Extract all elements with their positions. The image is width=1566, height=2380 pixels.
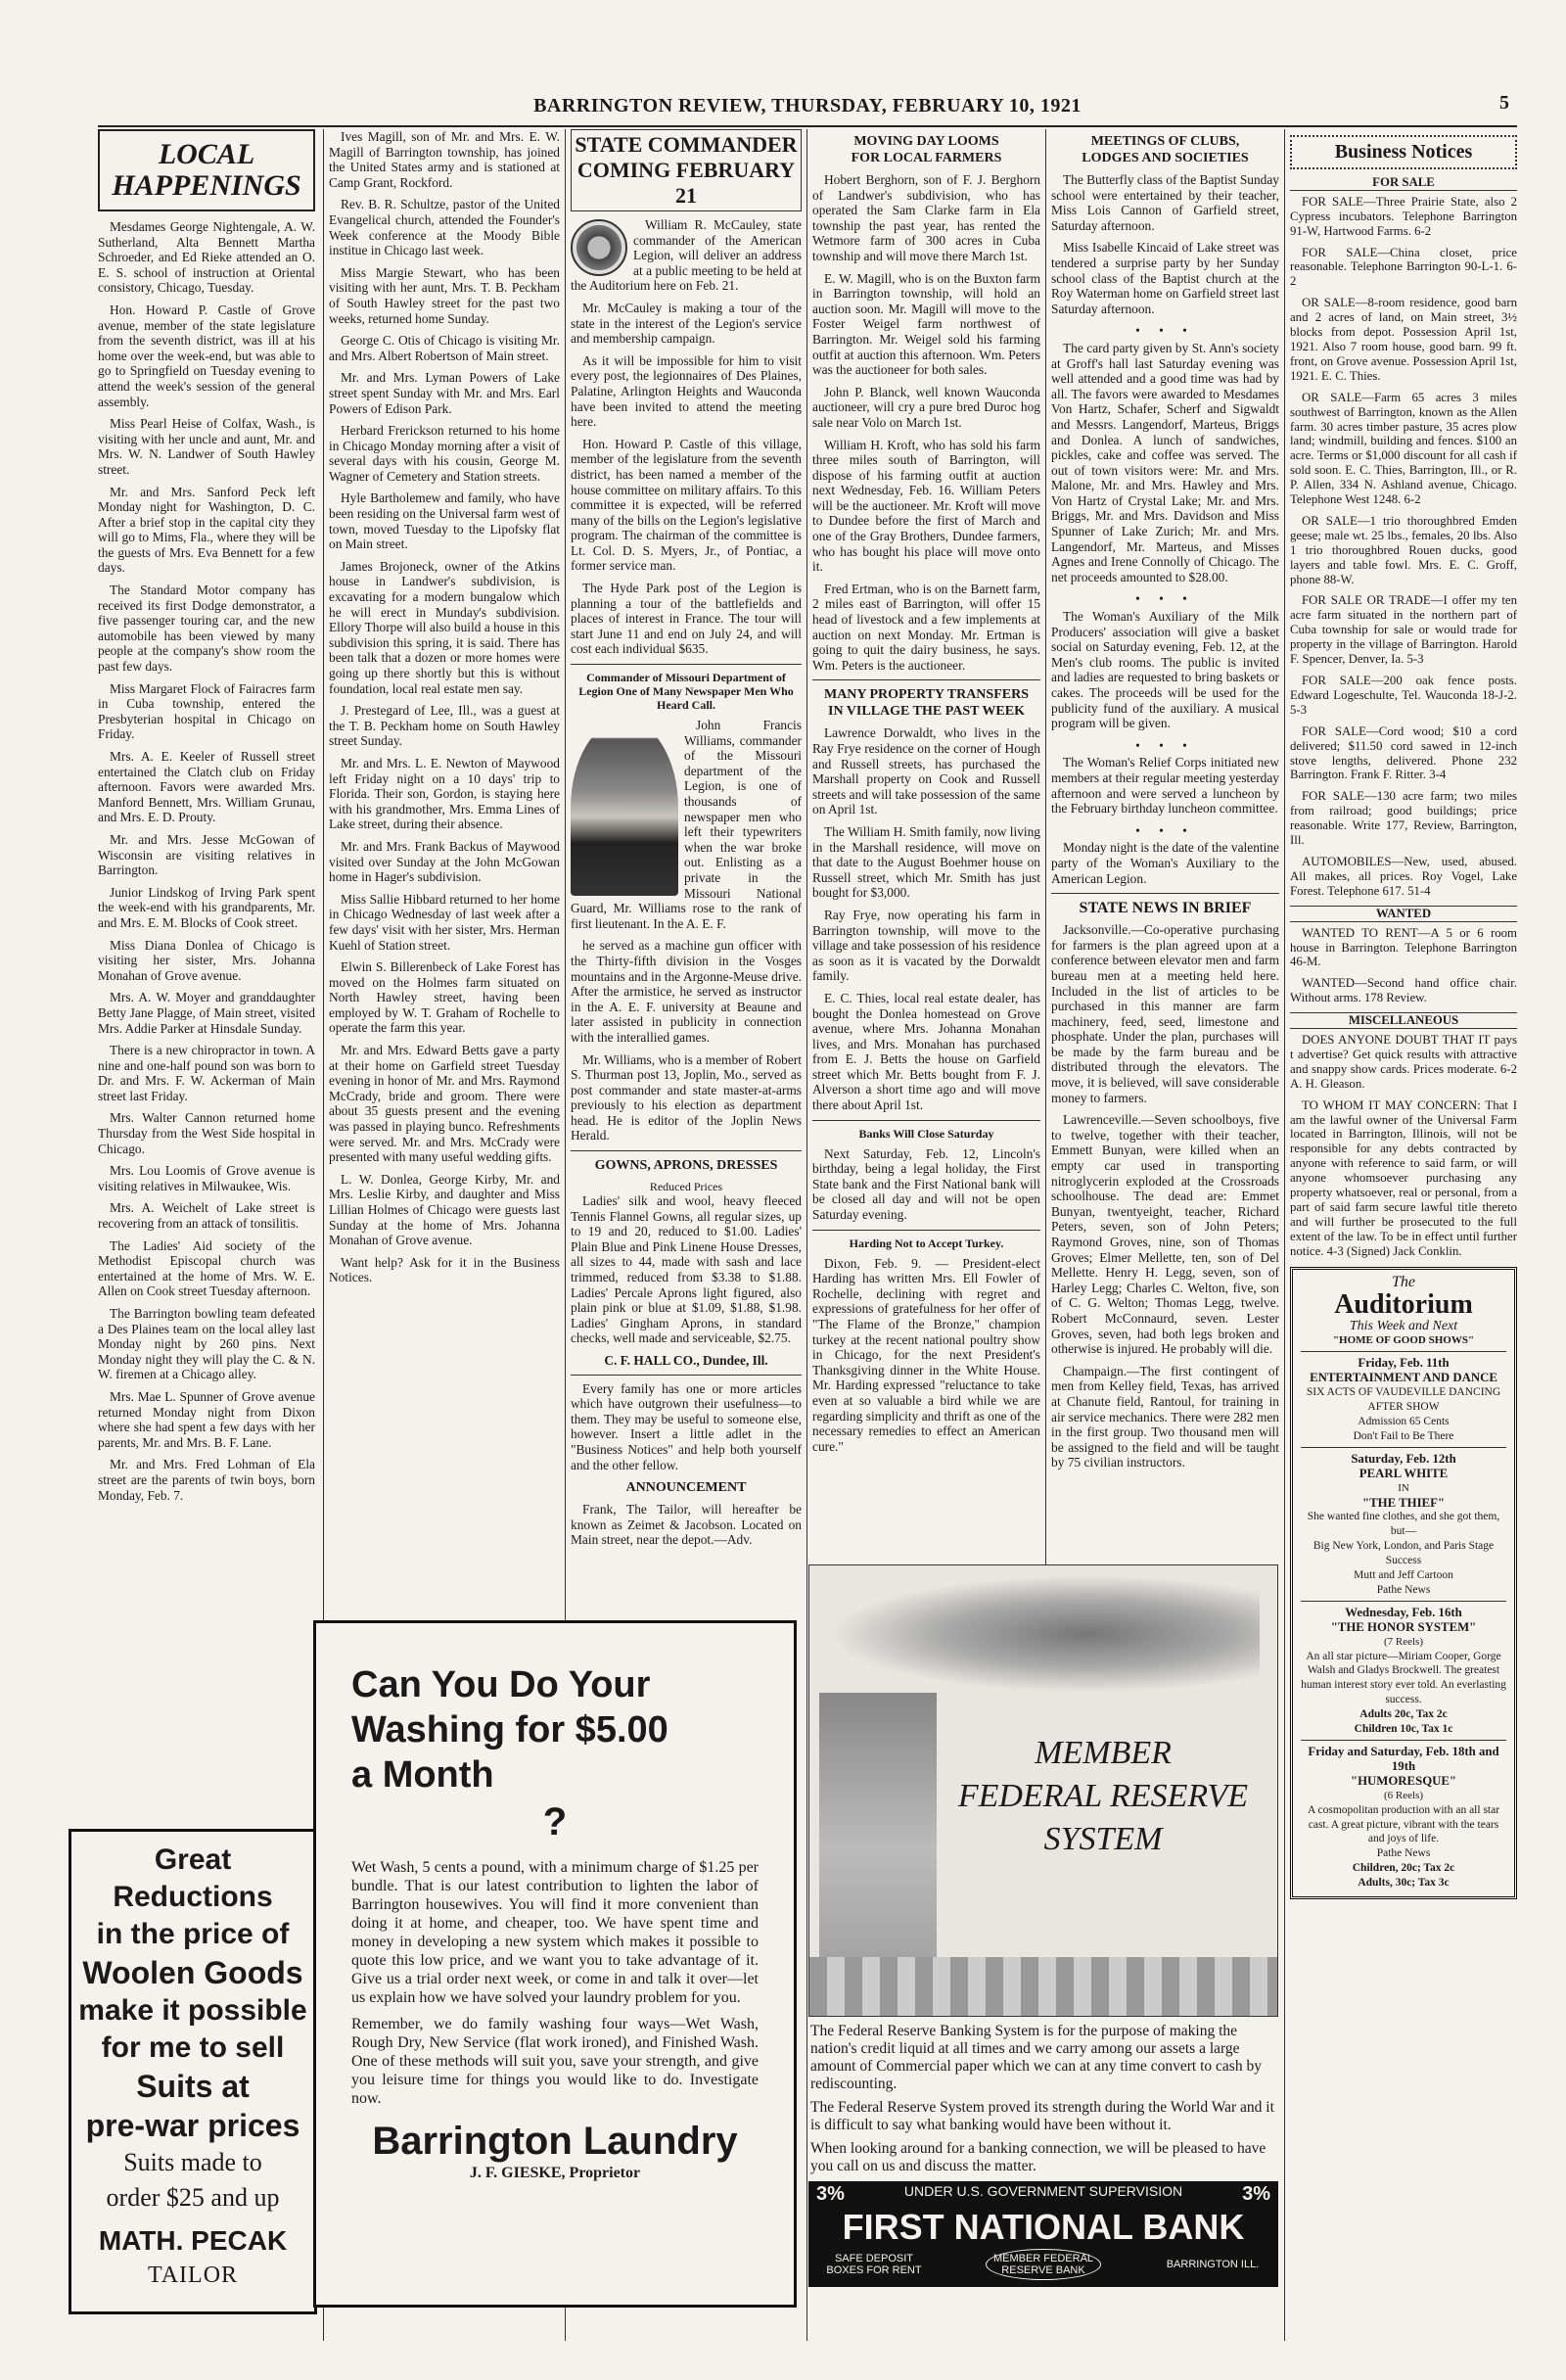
show-desc: A cosmopolitan production with an all star cast. A great picture, vibrant with the tears and joys of life.: [1307, 1803, 1500, 1845]
show-note: Don't Fail to Be There: [1301, 1429, 1506, 1448]
news-item: Mrs. Mae L. Spunner of Grove avenue returned Monday night from Dixon where she had spent a few days with her parents, Mr. and Mrs. B. F. Lane.: [98, 1388, 315, 1450]
news-item: William H. Kroft, who has sold his farm three miles south of Barrington, will dispose of his farming outfit at auction next Wednesday, Feb. 16. William Peters will be the auctioneer. Mr. Kroft will move to Dundee before the first of March and one of the Gray Brothers, Dundee farmers, who has bought his place will move onto it.: [812, 437, 1040, 575]
news-item: Mr. Williams, who is a member of Robert S. Thurman post 13, Joplin, Mo., served as post commander and state master-at-arms previously to his election as department head. He is editor of the Joplin News Herald.: [571, 1051, 802, 1143]
news-item: Champaign.—The first contingent of men from Kelley field, Texas, has arrived at Chanute field, Rantoul, for training in air service mechanics. There were 282 men in the first group. Two thousand men will be assigned to the field and will be taught by 75 civilian instructors.: [1051, 1363, 1279, 1470]
news-item: George C. Otis of Chicago is visiting Mr. and Mrs. Albert Robertson of Main street.: [329, 333, 560, 363]
separator-dots: • • •: [1135, 591, 1195, 607]
safe-deposit-label: SAFE DEPOSIT BOXES FOR RENT: [826, 2253, 922, 2276]
classified-ad: FOR SALE—Three Prairie State, also 2 Cypress incubators. Telephone Barrington 91-W, Hartwood Farms. 6-2: [1290, 194, 1517, 238]
bank-text: The Federal Reserve Banking System is for the purpose of making the nation's credit liquid at all times and we carry among our assets a large amount of Commercial paper which we can at any time convert to cash by rediscounting.: [810, 2023, 1262, 2092]
aud-slogan: "HOME OF GOOD SHOWS": [1301, 1333, 1506, 1352]
news-item: Mr. and Mrs. Frank Backus of Maywood visited over Sunday at the John McGowan home in Hager's subdivision.: [329, 838, 560, 885]
news-item: The Woman's Auxiliary of the Milk Producers' association will give a basket social on Saturday evening, Feb. 12, at the Men's club rooms. The public is invited and ladies are requested to bring baskets or cakes. The proceeds will be used for the publicity fund of the auxiliary. A musical program will be given.: [1051, 609, 1279, 731]
news-item: The Woman's Relief Corps initiated new members at their regular meeting yesterday afternoon and were served a luncheon by the February birthday luncheon committee.: [1051, 755, 1279, 817]
news-item: Mr. and Mrs. L. E. Newton of Maywood left Friday night on a 10 days' trip to Florida. Their son, Gordon, is staying here with his grandmother, Mrs. Emma Lines of Lake street, during their absence.: [329, 755, 560, 832]
column-two: [329, 129, 560, 1612]
portrait-image: [571, 720, 678, 896]
announcement-text: Frank, The Tailor, will hereafter be known as Zeimet & Jacobson. Located on Main street, near the depot.—Adv.: [571, 1502, 802, 1548]
ad-title-line: a Month: [351, 1754, 494, 1796]
page-number: 5: [1499, 92, 1509, 114]
column-rule: [806, 129, 807, 2341]
news-item: Miss Margaret Flock of Fairacres farm in Cuba township, entered the Presbyterian hospital in Chicago on Friday.: [98, 680, 315, 742]
news-item: Miss Diana Donlea of Chicago is visiting her sister, Mrs. Johanna Monahan of Grove avenue.: [98, 937, 315, 983]
caption-line: SYSTEM: [1043, 1821, 1163, 1857]
news-item: Hobert Berghorn, son of F. J. Berghorn of Landwer's subdivision, who has operated the Sam Clarke farm in Ela township the past year, has rented the Wetmore farm of 300 acres in Cuba township and will move there March 1st.: [812, 172, 1040, 263]
show-desc: An all star picture—Miriam Cooper, Gorge Walsh and Gladys Brockwell. The greatest human interest story ever told. An everlasting success.: [1301, 1650, 1506, 1706]
classified-ad: OR SALE—1 trio thoroughbred Emden geese; male wt. 25 lbs., females, 20 lbs. Also 1 trio thoroughbred Rouen ducks, good layers and table fowl. Mrs. E. C. Groff, phone 88-W.: [1290, 513, 1517, 586]
classified-ad: TO WHOM IT MAY CONCERN: That I am the lawful owner of the Universal Farm located in Barrington, Illinois, will not be responsible for any debts contracted by anyone with reference to said farm, or will anyone whomsoever purchasing any property whatsoever, real or personal, from a part of said farm secure lawful title thereto and will further be prosecuted to the full extent of the law. To be in effect until further notice. 4-3 (Signed) Jack Conklin.: [1290, 1097, 1517, 1258]
separator-dots: • • •: [1135, 323, 1195, 339]
show-price: Children, 20c; Tax 2c: [1352, 1862, 1455, 1875]
column-business-notices: [1290, 129, 1517, 2322]
gowns-headline: GOWNS, APRONS, DRESSES: [594, 1158, 778, 1174]
wanted-header: WANTED: [1290, 906, 1517, 922]
show-reels: (7 Reels): [1383, 1635, 1423, 1648]
news-item: Lawrenceville.—Seven schoolboys, five to twelve, together with their teacher, Emmett Bunyan, were killed when an empty car used in transporting nitroglycerin exploded at the Crossroads schoolhouse. The dead are: Emmet Bunyan, twentyeight, teacher, Richard Peters, seven, son of John Peters; Raymond Groves, nine, son of Thomas Groves; Elmer Mellette, ten, son of Del Mellette. Henry H. Legg, seven, son of Harley Legg; Charles C. Welton, five, son of C. G. Welton; Thomas Legg, twelve. Robert McConnaurd, seven. Lester Groves, seven, had both legs broken and otherwise is injured. He probably will die.: [1051, 1112, 1279, 1357]
section-headline: [1051, 133, 1279, 166]
supervision-row: [808, 2181, 1278, 2208]
news-item: Mr. and Mrs. Sanford Peck left Monday night for Washington, D. C. After a brief stop in the capital city they will go to Mims, Fla., where they will be the guests of Mrs. Eva Bennett for a few days.: [98, 484, 315, 576]
headline-line: COMING FEBRUARY 21: [576, 158, 796, 208]
news-item: E. C. Thies, local real estate dealer, has bought the Donlea homestead on Grove avenue, where Mrs. Johanna Monahan lives, and Mrs. Monahan has purchased from E. J. Betts the house on Garfield street which Mr. Betts bought from F. J. Alverson a short time ago and will move there about April 1st.: [812, 990, 1040, 1113]
family-text: Every family has one or more articles which have outgrown their usefulness—to them. They may be useful to someone else, however. Insert a little adlet in the "Business Notices" and help both yourself and the other fellow.: [571, 1380, 802, 1472]
state-commander-headline: [571, 129, 802, 211]
news-item: Junior Lindskog of Irving Park spent the week-end with his grandparents, Mr. and Mrs. E. M. Blocks of Cook street.: [98, 884, 315, 930]
news-item: Mr. and Mrs. Fred Lohman of Ela street are the parents of twin boys, born Monday, Feb. 7.: [98, 1457, 315, 1503]
news-item: Mr. and Mrs. Edward Betts gave a party at their home on Garfield street Tuesday evening in honor of Mr. and Mrs. Raymond McCrady, bride and groom. There were about 35 guests present and the evening was passed in playing bunco. Refreshments were served. Mr. and Mrs. McCrady were presented with many useful wedding gifts.: [329, 1043, 560, 1165]
show-reels: (6 Reels): [1383, 1789, 1423, 1801]
headline-line: STATE COMMANDER: [575, 132, 798, 157]
masthead-title: BARRINGTON REVIEW, THURSDAY, FEBRUARY 10, 1921: [533, 94, 1082, 117]
divider: [812, 679, 1040, 680]
ad-line: order $25 and up: [106, 2183, 280, 2212]
news-item: Mr. McCauley is making a tour of the state in the interest of the Legion's service and membership campaign.: [571, 300, 802, 347]
headline-line: LODGES AND SOCIETIES: [1082, 151, 1249, 165]
classified-ad: FOR SALE—China closet, price reasonable. Telephone Barrington 90-L-1. 6-2: [1290, 245, 1517, 289]
divider: [571, 664, 802, 665]
news-item: The card party given by St. Ann's society at Groff's hall last Saturday evening was well attended and a good time was had by all. The favors were awarded to Mesdames Von Hartz, Schafer, Scherf and Sigwaldt and Messrs. Langendorf, Marteus, Briggs and Donlea. A lunch of sandwiches, pickles, cake and coffee was served. The out of town visitors were: Mr. and Mrs. Malone, Mr. and Mrs. Hawley and Mrs. Von Hartz of Crystal Lake; Mr. and Mrs. Briggs, Mr. and Mrs. Davidson and Miss Spunner of Lake Zurich; Mr. and Mrs. Langendorf, Mr. Marteus, and Misses Agnes and Irene Connolly of Chicago. The net proceeds amounted to $28.00.: [1051, 340, 1279, 584]
misc-header: MISCELLANEOUS: [1290, 1012, 1517, 1029]
federal-reserve-illustration: [808, 1564, 1278, 2017]
news-item: Miss Margie Stewart, who has been visiting with her aunt, Mrs. T. B. Peckham of South Hawley street for the past two weeks, returned home Sunday.: [329, 264, 560, 326]
auditorium-ad: [1290, 1267, 1517, 1899]
ad-title-line: Can You Do Your: [351, 1664, 651, 1705]
ad-line: Woolen Goods: [82, 1955, 303, 1990]
federal-reserve-caption: [956, 1732, 1250, 1861]
gowns-subhead: Reduced Prices: [649, 1180, 723, 1194]
interest-rate: 3%: [816, 2183, 845, 2205]
aud-name: Auditorium: [1334, 1288, 1473, 1320]
show-in: IN: [1398, 1481, 1409, 1494]
ad-line: pre-war prices: [85, 2108, 300, 2143]
news-item: Lawrence Dorwaldt, who lives in the Ray Frye residence on the corner of Hough and Russell streets, has purchased the Marshall property on Cook and Russell streets and will take possession of the same on April 1st.: [812, 725, 1040, 817]
news-item: The Hyde Park post of the Legion is planning a tour of the battlefields and places of interest in France. The tour will start June 11 and end on July 24, and will cost each individual $635.: [571, 581, 802, 657]
news-item: Herbard Frerickson returned to his home in Chicago Monday morning after a visit of several days with his cousin, George M. Wagner of Cemetery and Station streets.: [329, 423, 560, 484]
for-sale-header: FOR SALE: [1290, 175, 1517, 191]
separator-dots: • • •: [1135, 822, 1195, 838]
ad-line: Suits at: [136, 2069, 250, 2104]
classified-ad: WANTED—Second hand office chair. Without arms. 178 Review.: [1290, 976, 1517, 1005]
interest-rate: 3%: [1242, 2183, 1270, 2205]
news-item: E. W. Magill, who is on the Buxton farm in Barrington township, will hold an auction soon. Mr. Magill will move to the Foster Weigel farm northwest of Barrington. Mr. Weigel sold his farming outfit at auction this afternoon. Wm. Peters was the auctioneer for both sales.: [812, 270, 1040, 378]
sub-headline: Commander of Missouri Department of Legion One of Many Newspaper Men Who Heard Call.: [578, 671, 794, 713]
news-item: James Brojoneck, owner of the Atkins house in Landwer's subdivision, is excavating for a modern bungalow which he will erect in Munday's subdivision. Ellory Thorpe will also build a house in this subdivision this spring, it is said. There has been talk that a dozen or more homes were going up there shortly but this is without foundation, local real estate men say.: [329, 558, 560, 696]
banks-text: Next Saturday, Feb. 12, Lincoln's birthday, being a legal holiday, the First State bank and the First National bank will be closed all day and will not be open Saturday evening.: [812, 1145, 1040, 1223]
news-item: The Barrington bowling team defeated a Des Plaines team on the local alley last Monday night by 260 pins. Next Monday night they will play the C. & N. W. firemen at a Chicago alley.: [98, 1306, 315, 1382]
state-news-headline: STATE NEWS IN BRIEF: [1079, 900, 1252, 917]
news-item: Hyle Bartholemew and family, who have been residing on the Universal farm west of town, moved Tuesday to the Lipofsky flat on Main street.: [329, 490, 560, 552]
ad-line: Suits made to: [123, 2148, 262, 2176]
news-item: Mr. and Mrs. Lyman Powers of Lake street spent Sunday with Mr. and Mrs. Earl Powers of Edison Park.: [329, 370, 560, 416]
coins-illustration: [809, 1957, 1277, 2016]
federal-reserve-seal: MEMBER FEDERAL RESERVE BANK: [986, 2249, 1101, 2280]
show-title: "THE THIEF": [1361, 1495, 1446, 1510]
news-item: Miss Pearl Heise of Colfax, Wash., is visiting with her uncle and aunt, Mr. and Mrs. W. N. Landwer of South Hawley street.: [98, 416, 315, 477]
news-item: Monday night is the date of the valentine party of the Woman's Auxiliary to the American Legion.: [1051, 840, 1279, 886]
headline-line: MOVING DAY LOOMS: [853, 134, 999, 149]
show-title: "HUMORESQUE": [1350, 1773, 1457, 1788]
question-mark: ?: [542, 1800, 568, 1843]
classified-ad: WANTED TO RENT—A 5 or 6 room house in Barrington. Telephone Barrington 46-M.: [1290, 925, 1517, 969]
column-four: [812, 129, 1040, 1559]
ad-line: for me to sell: [101, 2031, 285, 2064]
news-item: L. W. Donlea, George Kirby, Mr. and Mrs. Leslie Kirby, and daughter and Miss Lillian Holmes of Chicago were guests last Sunday at the home of Mrs. Johanna Monahan of Grove avenue.: [329, 1171, 560, 1248]
column-three: [571, 129, 802, 1612]
classified-ad: AUTOMOBILES—New, used, abused. All makes, all prices. Roy Vogel, Lake Forest. Telephone 617. 51-4: [1290, 854, 1517, 898]
ad-body: Remember, we do family washing four ways—Wet Wash, Rough Dry, New Service (flat work ironed), and Finished Wash. One of these methods will suit you, save your strength, and give you leisure time for things you would like to do. Investigate now.: [351, 2016, 759, 2107]
show-desc: SIX ACTS OF VAUDEVILLE DANCING AFTER SHOW: [1306, 1386, 1501, 1414]
news-item: The Standard Motor company has received its first Dodge demonstrator, a five passenger touring car, and the new automobile has been viewed by many people at the company's show room the past few days.: [98, 583, 315, 675]
masthead: [98, 86, 1517, 127]
legion-emblem-icon: [571, 219, 627, 276]
laundry-name: Barrington Laundry: [372, 2120, 738, 2163]
laundry-ad: [313, 1620, 797, 2308]
headline-line: IN VILLAGE THE PAST WEEK: [828, 704, 1025, 720]
aud-the: The: [1392, 1273, 1415, 1290]
headline-line: MEETINGS OF CLUBS,: [1090, 134, 1240, 149]
news-item: Miss Isabelle Kincaid of Lake street was tendered a surprise party by her Sunday school class of the Baptist church at the Roy Waterman home on Garfield street last Saturday afternoon.: [1051, 240, 1279, 316]
news-item: The Ladies' Aid society of the Methodist Episcopal church was entertained at the home of Mrs. W. E. Allen on Cook street Tuesday afternoon.: [98, 1237, 315, 1299]
bank-text: When looking around for a banking connection, we will be pleased to have you call on us and discuss the matter.: [810, 2140, 1267, 2174]
separator-dots: • • •: [1135, 737, 1195, 753]
section-headline: [812, 686, 1040, 720]
classified-ad: FOR SALE—200 oak fence posts. Edward Logeschulte, Tel. Wauconda 18-J-2. 5-3: [1290, 674, 1517, 717]
news-item: Mesdames George Nightengale, A. W. Sutherland, Alta Bennett Martha Schroeder, and Ed Rieke attended an O. E. S. school of instruction at Oriental consistory, Chicago, Tuesday.: [98, 219, 315, 296]
news-item: As it will be impossible for him to visit every post, the legionnaires of Des Plaines, Palatine, Arlington Heights and Wauconda have been invited to attend the meeting here.: [571, 352, 802, 430]
news-item: J. Prestegard of Lee, Ill., was a guest at the T. B. Peckham home on South Hawley street Sunday.: [329, 703, 560, 749]
caption-line: MEMBER: [1035, 1735, 1172, 1771]
show-price: Adults, 30c; Tax 3c: [1358, 1877, 1450, 1890]
news-item: Mrs. Walter Cannon returned home Thursday from the West Side hospital in Chicago.: [98, 1110, 315, 1156]
news-item: William R. McCauley, state commander of the American Legion, will deliver an address at a public meeting to be held at the Auditorium here on Feb. 21.: [571, 217, 802, 294]
header-line: LOCAL: [158, 138, 255, 170]
news-item: Elwin S. Billerenbeck of Lake Forest has moved on the Holmes farm situated on North Hawley street, having been employed by W. T. Graham of Rochelle to operate the farm this year.: [329, 959, 560, 1036]
show-desc: Big New York, London, and Paris Stage Success: [1313, 1540, 1495, 1567]
headline-line: FOR LOCAL FARMERS: [851, 151, 1002, 165]
bank-footer-row: [808, 2247, 1278, 2282]
news-item: Jacksonville.—Co-operative purchasing for farmers is the plan agreed upon at a conference between elevator men and farm bureau men at a meeting held here. Included in the list of articles to be purchased in this manner are farm machinery, feed, seed, limestone and phosphate. Under the plan, purchases will be made by the farm bureau and be distributed through the elevators. The move, it is believed, will save considerable money to farmers.: [1051, 922, 1279, 1105]
turkey-headline: Harding Not to Accept Turkey.: [849, 1236, 1004, 1250]
ad-line: Great Reductions: [113, 1843, 273, 1913]
classified-ad: FOR SALE OR TRADE—I offer my ten acre farm situated in the northern part of Cuba township for sale or would trade for property in the village of Barrington. Harold F. Spencer, Denver, Ia. 5-3: [1290, 593, 1517, 667]
news-item: Mrs. A. E. Keeler of Russell street entertained the Clatch club on Friday afternoon. Favors were awarded Mrs. Manford Bennett, Mrs. William Grunau, and Mrs. E. D. Prouty.: [98, 749, 315, 825]
laundry-owner: J. F. GIESKE, Proprietor: [469, 2165, 641, 2181]
divider: [812, 1120, 1040, 1121]
show-price: Adults 20c, Tax 2c: [1359, 1708, 1448, 1721]
news-item: Rev. B. R. Schultze, pastor of the United Evangelical church, attended the Founder's Week conference at the Moody Bible institue in Chicago last week.: [329, 197, 560, 258]
news-item: John P. Blanck, well known Wauconda auctioneer, will cry a pure bred Duroc hog sale near Volo on March 1st.: [812, 384, 1040, 430]
bank-name: FIRST NATIONAL BANK: [842, 2207, 1245, 2247]
section-headline: [812, 133, 1040, 166]
supervision-label: UNDER U.S. GOVERNMENT SUPERVISION: [903, 2183, 1183, 2199]
news-item: Hon. Howard P. Castle of Grove avenue, member of the state legislature from the seventh district, was ill at his home over the week-end, but was able to go to Springfield on Tuesday evening to attend the week's session of the general assembly.: [98, 302, 315, 409]
pecak-tailor-ad: [69, 1829, 317, 2314]
column-rule: [1284, 129, 1285, 2341]
news-item: Mrs. Lou Loomis of Grove avenue is visiting relatives in Milwaukee, Wis.: [98, 1163, 315, 1193]
news-item: he served as a machine gun officer with the Thirty-fifth division in the Vosges mountains and in the Argonne-Meuse drive. After the armistice, he served as instructor in the A. E. F. university at Beaune and later assisted in publicity in connection with the interallied games.: [571, 938, 802, 1045]
show-desc: Mutt and Jeff Cartoon: [1354, 1569, 1453, 1582]
news-item: Mrs. A. Weichelt of Lake street is recovering from an attack of tonsilitis.: [98, 1200, 315, 1232]
local-happenings-header: [98, 129, 315, 211]
news-item: Mr. and Mrs. Jesse McGowan of Wisconsin are visiting relatives in Barrington.: [98, 831, 315, 878]
classified-ad: OR SALE—8-room residence, good barn and 2 acres of land, on Main street, 3½ blocks from depot. Possession April 1st, 1921. Also 7 room house, good barn. 99 ft. front, on Grove avenue. Possession April 1st, 1921. E. C. Thies.: [1290, 296, 1517, 383]
show-title: ENTERTAINMENT AND DANCE: [1310, 1371, 1497, 1385]
gowns-text: Ladies' silk and wool, heavy fleeced Tennis Flannel Gowns, all regular sizes, up to 19 and 20, reduced to $1.00. Ladies' Plain Blue and Pink Linene House Dresses, all sizes to 44, made with sash and lace trimmed, reduced from $3.38 to $1.88. Ladies' Percale Aprons light figured, also plain pink or blue at $1.09, $1.88, $1.98. Ladies' Gingham Aprons, in standard checks, well made and serviceable, $2.75.: [571, 1193, 802, 1346]
news-item: Ray Frye, now operating his farm in Barrington township, will move to the village and take possession of his residence as soon as it is vacated by the Dorwaldt family.: [812, 907, 1040, 984]
announcement-headline: ANNOUNCEMENT: [625, 1480, 747, 1496]
headline-line: MANY PROPERTY TRANSFERS: [823, 687, 1029, 703]
ad-body: Wet Wash, 5 cents a pound, with a minimum charge of $1.25 per bundle. That is our latest contribution to lighten the labor of Barrington housewives. You will find it more convenient than doing it at home, and cheaper, too. We have spent time and money in developing a new system which makes it possible to quote this low price, and we want you to take advantage of it. Give us a trial order next week, or come in and talk it over—let us explain how we have solved your laundry problem for you.: [351, 1859, 759, 2006]
show-desc: Pathe News: [1301, 1583, 1506, 1602]
news-item: Miss Sallie Hibbard returned to her home in Chicago Wednesday of last week after a few days' visit with her sister, Mrs. Herman Kuehl of Station street.: [329, 891, 560, 953]
want-help-note: Want help? Ask for it in the Business Notices.: [329, 1254, 560, 1285]
news-item: Ives Magill, son of Mr. and Mrs. E. W. Magill of Barrington township, has joined the United States army and is stationed at Camp Grant, Rockford.: [329, 129, 560, 190]
divider: [571, 1150, 802, 1151]
classified-ad: DOES ANYONE DOUBT THAT IT pays t advertise? Get quick results with attractive and snappy show cards. Prices moderate. 6-2 A. H. Gleason.: [1290, 1033, 1517, 1091]
eagle-icon: [829, 1575, 1260, 1693]
divider: [571, 1375, 802, 1376]
news-item: The Butterfly class of the Baptist Sunday school were entertained by their teacher, Miss Lois Cannon of Garfield street, Saturday afternoon.: [1051, 172, 1279, 233]
news-item: Mrs. A. W. Moyer and granddaughter Betty Jane Plagge, of Main street, visited Mrs. Addie Parker at Hinsdale Sunday.: [98, 990, 315, 1036]
show-price: Children 10c, Tax 1c: [1301, 1722, 1506, 1741]
news-item: There is a new chiropractor in town. A nine and one-half pound son was born to Dr. and Mrs. F. W. Ackerman of Main street last Friday.: [98, 1043, 315, 1103]
divider: [1051, 893, 1279, 894]
news-item: Fred Ertman, who is on the Barnett farm, 2 miles east of Barrington, will offer 15 head of livestock and a few implements at auction on next Monday. Mr. Ertman is going to quit the dairy business, he says. Wm. Peters is the auctioneer.: [812, 581, 1040, 673]
turkey-text: Dixon, Feb. 9. — President-elect Harding has written Mrs. Ell Fowler of Rochelle, declining with regret and expressions of gratefulness for her offer of "The Flame of the Bronze," champion turkey at the recent national poultry show in Chicago, for the next President's Thanksgiving dinner in the White House. Mr. Harding expressed "reluctance to take even at so valuable a bird while we are regarding simplicity and thrift as one of the necessary remedies to effect an American cure.": [812, 1255, 1040, 1454]
bank-text: The Federal Reserve System proved its strength during the World War and it is difficult to say what banking would have been without it.: [810, 2099, 1274, 2133]
divider: [812, 1230, 1040, 1231]
ad-line: in the price of: [96, 1918, 290, 1950]
show-desc: Pathe News: [1376, 1847, 1431, 1860]
show-desc: She wanted fine clothes, and she got them, but—: [1307, 1511, 1500, 1538]
ad-line: make it possible: [78, 1994, 307, 2027]
aud-tag: This Week and Next: [1349, 1318, 1458, 1333]
first-national-bank-banner: [808, 2181, 1278, 2287]
show-date: Friday, Feb. 11th: [1358, 1356, 1450, 1371]
caption-line: FEDERAL RESERVE: [957, 1778, 1249, 1814]
tailor-name: MATH. PECAK: [98, 2225, 288, 2256]
show-price: Admission 65 Cents: [1358, 1415, 1450, 1427]
show-star: PEARL WHITE: [1359, 1466, 1449, 1480]
bank-ad: [808, 1564, 1278, 2348]
classified-ad: FOR SALE—Cord wood; $10 a cord delivered; $11.50 cord sawed in 12-inch stove lengths, delivered. Phone 232 Barrington. Frank F. Ritter. 3-4: [1290, 723, 1517, 782]
banks-headline: Banks Will Close Saturday: [858, 1126, 994, 1141]
header-line: HAPPENINGS: [112, 169, 301, 202]
ad-title-line: Washing for $5.00: [351, 1709, 668, 1750]
show-date: Saturday, Feb. 12th: [1351, 1451, 1456, 1466]
news-item: John Francis Williams, commander of the Missouri department of the Legion, is one of thousands of newspaper men who left their typewriters when the war broke out. Enlisting as a private in the Missouri National Guard, Mr. Williams rose to the rank of first lieutenant. In the A. E. F.: [571, 718, 802, 931]
classified-ad: OR SALE—Farm 65 acres 3 miles southwest of Barrington, known as the Allen farm. 30 acres timber pasture, 35 acres plow land; windmill, building and fences. $100 an acre. Terms or $1,000 discount for all cash if sold soon. E. C. Thies, Barrington, Ill., or R. P. Allen, 334 N. Ashland avenue, Chicago. Telephone West 1248. 6-2: [1290, 390, 1517, 507]
show-date: Friday and Saturday, Feb. 18th and 19th: [1308, 1745, 1499, 1773]
gowns-signature: C. F. HALL CO., Dundee, Ill.: [604, 1353, 768, 1368]
news-item: The William H. Smith family, now living in the Marshall residence, will move on that date to the August Boehmer house on Russell street, which Mr. Smith has just bought for $3,000.: [812, 823, 1040, 901]
news-item: Hon. Howard P. Castle of this village, member of the legislature from the seventh district, has been named a member of the house committee on military affairs. To this committee it is expected, will be referred many of the bills on the Legion's legislative program. The chairman of the committee is Lt. Col. D. S. Myers, Jr., of Pontiac, a former service man.: [571, 436, 802, 574]
bank-location: BARRINGTON ILL.: [1166, 2259, 1260, 2270]
business-notices-header: Business Notices: [1290, 135, 1517, 169]
classified-ad: FOR SALE—130 acre farm; two miles from railroad; good buildings; price reasonable. Write 177, Review, Barrington, Ill.: [1290, 789, 1517, 848]
tailor-trade: TAILOR: [147, 2263, 239, 2288]
show-date: Wednesday, Feb. 16th: [1345, 1605, 1462, 1619]
show-title: "THE HONOR SYSTEM": [1330, 1619, 1477, 1634]
column-five: [1051, 129, 1279, 1559]
